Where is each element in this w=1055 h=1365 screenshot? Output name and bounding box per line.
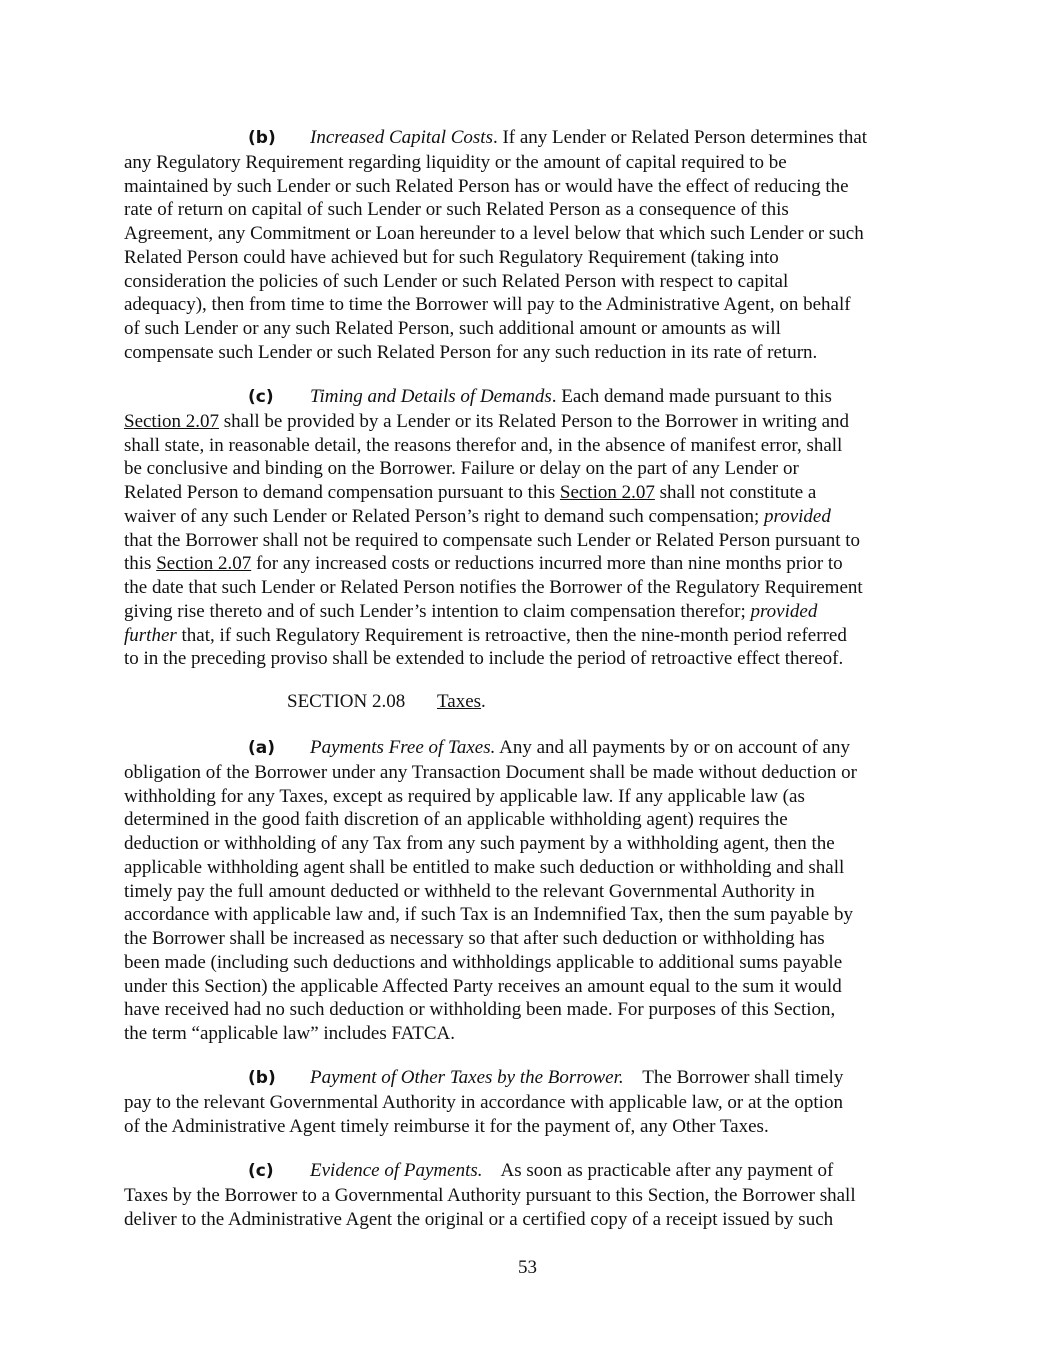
paragraph-line <box>124 505 939 529</box>
clause-c-timing-and-details <box>124 385 939 671</box>
paragraph-line <box>124 410 939 434</box>
paragraph-line: to in the preceding proviso shall be extended to include the period of retroactive effect thereof. <box>124 648 844 670</box>
paragraph-line: the Borrower shall be increased as necessary so that after such deduction or withholding has <box>124 928 825 949</box>
paragraph-text: waiver of any such Lender or Related Person’s right to demand such compensation; <box>124 505 765 527</box>
paragraph-line: that the Borrower shall not be required to compensate such Lender or Related Person pursuant to <box>124 529 861 551</box>
clause-heading: Evidence of Payments. <box>310 1160 483 1181</box>
paragraph-line: shall state, in reasonable detail, the reasons therefor and, in the absence of manifest error, shall <box>124 434 843 456</box>
paragraph-text: Related Person to demand compensation pursuant to this <box>124 482 560 503</box>
section-title-period: . <box>481 691 486 712</box>
proviso-term: provided <box>764 505 831 527</box>
paragraph-line: compensate such Lender or such Related Person for any such reduction in its rate of return. <box>124 341 818 363</box>
paragraph-line <box>124 600 939 624</box>
paragraph-line: any Regulatory Requirement regarding liquidity or the amount of capital required to be <box>124 151 787 173</box>
paragraph-line: deliver to the Administrative Agent the original or a certified copy of a receipt issued by such <box>124 1208 834 1230</box>
paragraph-text: giving rise thereto and of such Lender’s intention to claim compensation therefor; <box>124 600 751 622</box>
paragraph-line <box>124 481 939 505</box>
paragraph-line: applicable withholding agent shall be entitled to make such deduction or withholding and shall <box>124 856 845 878</box>
paragraph-line <box>124 126 939 151</box>
paragraph-text: for any increased costs or reductions incurred more than nine months prior to <box>251 553 843 575</box>
paragraph-line: withholding for any Taxes, except as required by applicable law. If any applicable law (as <box>124 785 805 807</box>
paragraph-text: The Borrower shall timely <box>623 1067 844 1088</box>
clause-marker: (a) <box>248 738 276 758</box>
clause-b-increased-capital-costs <box>124 126 939 365</box>
paragraph-line: obligation of the Borrower under any Transaction Document shall be made without deduction or <box>124 761 857 783</box>
paragraph-text: As soon as practicable after any payment of <box>482 1160 834 1181</box>
paragraph-line: rate of return on capital of such Lender or such Related Person as a consequence of this <box>124 199 789 221</box>
paragraph-line <box>124 624 939 648</box>
paragraph-text: shall be provided by a Lender or its Related Person to the Borrower in writing and <box>219 410 850 432</box>
proviso-term: provided <box>750 600 818 622</box>
section-number: SECTION 2.08 <box>287 691 406 712</box>
paragraph-line: under this Section) the applicable Affected Party receives an amount equal to the sum it would <box>124 975 842 997</box>
paragraph-line: determined in the good faith discretion of an applicable withholding agent) requires the <box>124 809 788 831</box>
paragraph-text: that, if such Regulatory Requirement is retroactive, then the nine-month period referred <box>176 624 847 646</box>
clause-heading: Timing and Details of Demands <box>310 386 552 407</box>
paragraph-line: maintained by such Lender or such Related Person has or would have the effect of reducing the <box>124 175 849 197</box>
paragraph-line: of such Lender or any such Related Person, such additional amount or amounts as will <box>124 318 781 339</box>
paragraph-text: Any and all payments by or on account of any <box>495 737 850 758</box>
clause-c-evidence-of-payments <box>124 1159 939 1231</box>
section-reference: Section 2.07 <box>156 553 252 575</box>
paragraph-line: Taxes by the Borrower to a Governmental Authority pursuant to this Section, the Borrower shall <box>124 1184 856 1206</box>
paragraph-text: shall not constitute a <box>654 482 817 503</box>
paragraph-line: pay to the relevant Governmental Authority in accordance with applicable law, or at the option <box>124 1091 843 1113</box>
paragraph-line: accordance with applicable law and, if such Tax is an Indemnified Tax, then the sum payable by <box>124 904 853 926</box>
paragraph-line: be conclusive and binding on the Borrower. Failure or delay on the part of any Lender or <box>124 458 799 480</box>
clause-heading: Increased Capital Costs <box>310 127 493 148</box>
paragraph-line <box>124 552 939 576</box>
clause-marker: (b) <box>248 128 276 148</box>
paragraph-line: the term “applicable law” includes FATCA. <box>124 1023 455 1044</box>
paragraph-line: deduction or withholding of any Tax from any such payment by a withholding agent, then the <box>124 833 835 854</box>
page-number: 53 <box>518 1257 537 1278</box>
section-heading <box>287 690 486 714</box>
paragraph-line <box>124 736 939 761</box>
section-reference: Section 2.07 <box>559 482 655 503</box>
paragraph-line: Agreement, any Commitment or Loan hereunder to a level below that which such Lender or such <box>124 223 864 244</box>
paragraph-line: have received had no such deduction or withholding been made. For purposes of this Section, <box>124 999 836 1021</box>
paragraph-text: . Each demand made pursuant to this <box>551 386 832 407</box>
paragraph-line <box>124 1159 939 1184</box>
paragraph-line: timely pay the full amount deducted or withheld to the relevant Governmental Authority in <box>124 880 815 902</box>
paragraph-line: consideration the policies of such Lender or such Related Person with respect to capital <box>124 270 789 292</box>
clause-heading: Payments Free of Taxes. <box>310 737 496 758</box>
clause-heading: Payment of Other Taxes by the Borrower. <box>310 1067 624 1088</box>
clause-b-payment-of-other-taxes <box>124 1066 939 1138</box>
clause-marker: (c) <box>248 1161 274 1181</box>
paragraph-line <box>124 385 939 410</box>
paragraph-line: Related Person could have achieved but for such Regulatory Requirement (taking into <box>124 246 779 268</box>
proviso-term: further <box>124 624 177 646</box>
paragraph-text: this <box>124 553 157 575</box>
clause-marker: (c) <box>248 387 274 407</box>
paragraph-line: of the Administrative Agent timely reimburse it for the payment of, any Other Taxes. <box>124 1115 769 1137</box>
paragraph-line: the date that such Lender or Related Person notifies the Borrower of the Regulatory Requirement <box>124 577 863 598</box>
paragraph-line: been made (including such deductions and withholdings applicable to additional sums payable <box>124 951 843 973</box>
section-reference: Section 2.07 <box>124 410 219 432</box>
paragraph-line <box>124 1066 939 1091</box>
paragraph-line: adequacy), then from time to time the Borrower will pay to the Administrative Agent, on behalf <box>124 294 851 316</box>
clause-marker: (b) <box>248 1068 276 1088</box>
paragraph-text: . If any Lender or Related Person determines that <box>492 127 868 148</box>
section-title: Taxes <box>437 691 482 712</box>
clause-a-payments-free-of-taxes <box>124 736 939 1046</box>
